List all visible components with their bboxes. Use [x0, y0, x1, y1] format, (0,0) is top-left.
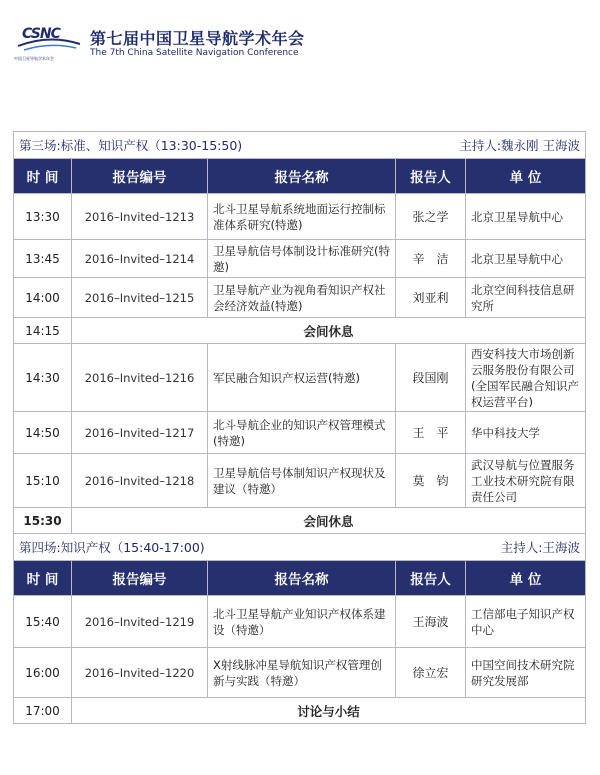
row-code: 2016–Invited–1220 [72, 648, 208, 698]
closing-label: 讨论与小结 [72, 698, 586, 724]
session-4-title: 第四场:知识产权（15:40-17:00) [19, 540, 205, 555]
row-code: 2016–Invited–1218 [72, 454, 208, 508]
row-time: 13:45 [14, 240, 72, 278]
break-time: 15:30 [14, 508, 72, 534]
row-name: 卫星导航产业为视角看知识产权社会经济效益(特邀) [208, 278, 396, 318]
col-title: 报告名称 [208, 561, 396, 596]
row-time: 14:50 [14, 412, 72, 454]
table-row [14, 412, 586, 454]
break-label: 会间休息 [72, 508, 586, 534]
row-reporter: 王 平 [396, 412, 466, 454]
break-label: 会间休息 [72, 318, 586, 344]
row-time: 14:30 [14, 344, 72, 412]
col-reporter: 报告人 [396, 561, 466, 596]
row-code: 2016–Invited–1213 [72, 194, 208, 240]
column-header-row [14, 561, 586, 596]
row-reporter: 段国刚 [396, 344, 466, 412]
col-reporter: 报告人 [396, 159, 466, 194]
row-unit: 西安科技大市场创新云服务股份有限公司(全国军民融合知识产权运营平台) [466, 344, 586, 412]
row-time: 15:10 [14, 454, 72, 508]
csnc-logo [14, 20, 84, 64]
logo-text: CSNC [22, 26, 60, 42]
row-code: 2016–Invited–1217 [72, 412, 208, 454]
logo-subtext: 中国卫星导航学术年会 [14, 56, 54, 61]
row-unit: 工信部电子知识产权中心 [466, 596, 586, 648]
row-unit: 武汉导航与位置服务工业技术研究院有限责任公司 [466, 454, 586, 508]
conference-title: 第七届中国卫星导航学术年会 [90, 29, 305, 48]
session-3-host: 主持人:魏永刚 王海波 [459, 138, 580, 153]
row-unit: 北京卫星导航中心 [466, 194, 586, 240]
row-unit: 中国空间技术研究院研究发展部 [466, 648, 586, 698]
table-row [14, 278, 586, 318]
row-reporter: 张之学 [396, 194, 466, 240]
row-time: 15:40 [14, 596, 72, 648]
table-row [14, 240, 586, 278]
break-row [14, 318, 586, 344]
col-title: 报告名称 [208, 159, 396, 194]
session-4-header [14, 534, 586, 561]
col-time: 时 间 [14, 159, 72, 194]
row-code: 2016–Invited–1214 [72, 240, 208, 278]
conference-subtitle: The 7th China Satellite Navigation Conference [90, 48, 299, 58]
row-reporter: 莫 钧 [396, 454, 466, 508]
col-code: 报告编号 [72, 159, 208, 194]
col-unit: 单 位 [466, 561, 586, 596]
row-reporter: 辛 洁 [396, 240, 466, 278]
row-time: 14:00 [14, 278, 72, 318]
closing-row [14, 698, 586, 724]
row-unit: 北京空间科技信息研究所 [466, 278, 586, 318]
row-name: 北斗卫星导航系统地面运行控制标准体系研究(特邀) [208, 194, 396, 240]
session-3-title: 第三场:标准、知识产权（13:30-15:50) [19, 138, 243, 153]
table-row [14, 648, 586, 698]
table-row [14, 194, 586, 240]
session-4-host: 主持人:王海波 [500, 540, 580, 555]
row-name: 军民融合知识产权运营(特邀) [208, 344, 396, 412]
row-unit: 华中科技大学 [466, 412, 586, 454]
row-name: 北斗导航企业的知识产权管理模式(特邀) [208, 412, 396, 454]
row-name: X射线脉冲星导航知识产权管理创新与实践（特邀） [208, 648, 396, 698]
row-name: 北斗卫星导航产业知识产权体系建设（特邀） [208, 596, 396, 648]
table-row [14, 596, 586, 648]
row-code: 2016–Invited–1215 [72, 278, 208, 318]
row-time: 16:00 [14, 648, 72, 698]
session-3-header [14, 132, 586, 159]
row-code: 2016–Invited–1219 [72, 596, 208, 648]
row-reporter: 徐立宏 [396, 648, 466, 698]
break-row [14, 508, 586, 534]
col-code: 报告编号 [72, 561, 208, 596]
row-time: 13:30 [14, 194, 72, 240]
row-name: 卫星导航信号体制知识产权现状及建议（特邀） [208, 454, 396, 508]
table-row [14, 344, 586, 412]
row-reporter: 刘亚利 [396, 278, 466, 318]
row-unit: 北京卫星导航中心 [466, 240, 586, 278]
conference-header [14, 20, 594, 66]
row-code: 2016–Invited–1216 [72, 344, 208, 412]
table-row [14, 454, 586, 508]
col-unit: 单 位 [466, 159, 586, 194]
col-time: 时 间 [14, 561, 72, 596]
column-header-row [14, 159, 586, 194]
row-name: 卫星导航信号体制设计标准研究(特邀) [208, 240, 396, 278]
schedule-table [13, 131, 586, 724]
row-reporter: 王海波 [396, 596, 466, 648]
closing-time: 17:00 [14, 698, 72, 724]
break-time: 14:15 [14, 318, 72, 344]
